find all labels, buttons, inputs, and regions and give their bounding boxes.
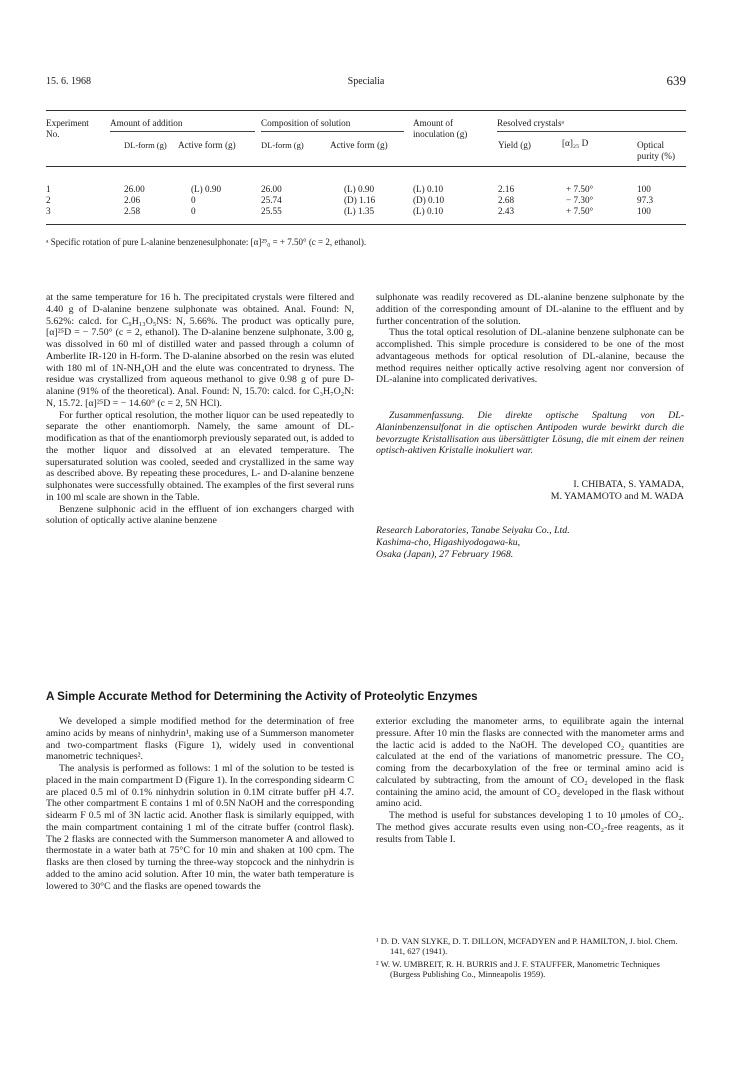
- article2-left-column: [46, 716, 354, 892]
- table-footnote: ᵃ Specific rotation of pure L-alanine benzenesulphonate: [α]²⁵₀ = + 7.50° (c = 2, ethanol).: [46, 237, 367, 247]
- table-cell: 3: [46, 206, 51, 216]
- table-cell: 2: [46, 195, 51, 205]
- table-cell: 2.43: [498, 206, 515, 216]
- table-cell: 26.00: [261, 184, 282, 194]
- header-underline: [497, 131, 686, 132]
- journal-page: [46, 0, 686, 1076]
- table-bottom-rule: [46, 224, 686, 225]
- address-line-2: Kashima-cho, Higashiyodogawa-ku,: [376, 536, 521, 548]
- th-inoculation-2: inoculation (g): [413, 129, 468, 139]
- issue-date: 15. 6. 1968: [46, 76, 91, 87]
- article1-left-column: [46, 292, 354, 527]
- paragraph: at the same temperature for 16 h. The precipitated crystals were filtered and 4.40 g of D-alanine benzene sulphonate was obtained. Anal. Found: N, 5.62%: calcd. for C₉H₁₃O₅NS: N, 5.66%. The product was optically pure, [α]²⁵D = − 7.50° (c = 2, ethanol). The D-alanine benzene sulphonate, 3.00 g, was dissolved in 60 ml of distilled water and passed through a column of Amberlite IR-120 in H-form. The D-alanine absorbed on the resin was eluted with 180 ml of 1N-NH₄OH and the elute was concentrated to dryness. The residue was crystallized from aqueous methanol to give 0.98 g of pure D-alanine (91% of the theoretical). Anal. Found: N, 15.70: calcd. for C₃H₇O₂N: N, 15.72. [α]²⁵D = − 14.60° (c = 2, 5N HCl).: [46, 292, 354, 409]
- author-block: [376, 479, 684, 503]
- table-cell: (L) 0.10: [413, 184, 444, 194]
- paragraph: exterior excluding the manometer arms, to equilibrate again the internal pressure. After 10 min the flasks are connected with the manometer arms and the lactic acid is added to the NaOH. The developed CO₂ quantities are calculated at the end of the variations of manometric pressure. The CO₂ coming from the decarboxylation of the free or terminal amino acid is calculated by subtracting, from the amount of CO₂ developed in the flask containing the amino acid, the amount of CO₂ developed in the flask without amino acid.: [376, 716, 684, 810]
- table-top-rule: [46, 110, 686, 111]
- table-cell: 25.74: [261, 195, 282, 205]
- article2-title: A Simple Accurate Method for Determining the Activity of Proteolytic Enzymes: [46, 690, 478, 703]
- authors-line-1: I. CHIBATA, S. YAMADA,: [573, 479, 684, 490]
- table-cell: (L) 0.90: [191, 184, 222, 194]
- paragraph: Benzene sulphonic acid in the effluent of ion exchangers charged with solution of optically active alanine benzene: [46, 503, 354, 527]
- table-cell: (D) 0.10: [413, 195, 445, 205]
- th-experiment: Experiment: [46, 118, 89, 128]
- table-cell: + 7.50°: [566, 206, 594, 216]
- th-optical-1: Optical: [637, 140, 665, 150]
- th-amount-of-addition: Amount of addition: [110, 118, 183, 128]
- table-cell: 0: [191, 206, 196, 216]
- table-cell: (L) 0.90: [344, 184, 375, 194]
- references: [376, 936, 684, 982]
- article1-right-column: [376, 292, 684, 560]
- table-cell: − 7.30°: [566, 195, 594, 205]
- paragraph: sulphonate was readily recovered as DL-alanine benzene sulphonate by the addition of the corresponding amount of DL-alanine to the effluent and by further concentration of the solution.: [376, 292, 684, 327]
- table-cell: 100: [637, 206, 651, 216]
- table-cell: (L) 1.35: [344, 206, 375, 216]
- address-line-1: Research Laboratories, Tanabe Seiyaku Co., Ltd.: [376, 525, 570, 536]
- table-cell: (L) 0.10: [413, 206, 444, 216]
- th-optical-2: purity (%): [637, 151, 676, 161]
- th-active-form: Active form (g): [178, 140, 236, 150]
- paragraph: The method is useful for substances developing 1 to 10 μmoles of CO₂. The method gives accurate results even using non-CO₂-free reagents, as it results from Table I.: [376, 810, 684, 845]
- th-specific-rotation: [α]₂₅ D: [562, 138, 589, 148]
- table-cell: 2.06: [124, 195, 141, 205]
- table-cell: 26.00: [124, 184, 145, 194]
- paragraph: We developed a simple modified method for the determination of free amino acids by means of ninhydrin¹, making use of a Summerson manometer and two-compartment flasks (Figure 1), widely used in conventional manometric techniques².: [46, 716, 354, 763]
- table-cell: (D) 1.16: [344, 195, 376, 205]
- running-head: [46, 73, 686, 92]
- affiliation-block: [376, 525, 684, 560]
- journal-section: Specialia: [347, 76, 385, 87]
- th-yield: Yield (g): [498, 140, 531, 150]
- table-cell: 2.16: [498, 184, 515, 194]
- table-cell: 100: [637, 184, 651, 194]
- table-cell: 0: [191, 195, 196, 205]
- paragraph: For further optical resolution, the mother liquor can be used repeatedly to separate the other enantiomorph. Namely, the same amount of DL-modification as that of the enantiomorph previously separated out, is added to the mother liquor and dissolved at an elevated temperature. The supersaturated solution was cooled, seeded and crystallized in the same way as described above. By repeating these procedures, L- and D-alanine benzene sulphonates were successfully obtained. The examples of the first several runs in 100 ml scale are shown in the Table.: [46, 409, 354, 503]
- table-cell: 2.68: [498, 195, 515, 205]
- paragraph: Thus the total optical resolution of DL-alanine benzene sulphonate can be accomplished. This simple procedure is considered to be one of the most advantageous methods for optical resolution of DL-alanine, because the method requires neither optically active resolving agent nor conversion of DL-alanine into complicated derivatives.: [376, 327, 684, 386]
- header-underline: [261, 131, 404, 132]
- reference-2: ² W. W. UMBREIT, R. H. BURRIS and J. F. STAUFFER, Manometric Techniques (Burgess Publishing Co., Minneapolis 1959).: [376, 958, 660, 980]
- resolution-table: [46, 110, 686, 234]
- table-cell: 97.3: [637, 195, 654, 205]
- th-resolved-crystals: Resolved crystalsᵃ: [497, 118, 565, 128]
- header-underline: [110, 131, 255, 132]
- table-cell: 25.55: [261, 206, 282, 216]
- th-composition: Composition of solution: [261, 118, 351, 128]
- authors-line-2: M. YAMAMOTO and M. WADA: [550, 491, 684, 502]
- page-number: 639: [666, 73, 686, 88]
- article2-right-column: [376, 716, 684, 845]
- paragraph: The analysis is performed as follows: 1 ml of the solution to be tested is placed in the main compartment D (Figure 1). In the corresponding sidearm C are placed 0.5 ml of 0.1% ninhydrin solution in 0.1M citrate buffer pH 4.7. The other compartment E contains 1 ml of 0.5N NaOH and the corresponding sidearm F 0.5 ml of 3N lactic acid. Another flask is similarly equipped, with the main compartment containing 1 ml of the citrate buffer (control flask). The 2 flasks are connected with the Summerson manometer A and allowed to thermostate in a water bath at 75°C for 10 min and shaken at 100 cpm. The flasks are then closed by turning the three-way stopcock and the ninhydrin is added to the amino acid solution. After 10 min, the water bath temperature is lowered to 30°C and the flasks are opened towards the: [46, 763, 354, 892]
- summary-zusammenfassung: Zusammenfassung. Die direkte optische Spaltung von DL-Alaninbenzensulfonat in die optischen Antipoden wurde bewirkt durch die bevorzugte Kristallisation aus übersättigter Lösung, die mit einem der reinen optisch-aktiven Kristalle inokuliert war.: [376, 410, 684, 457]
- th-inoculation-1: Amount of: [413, 118, 454, 128]
- table-cell: 1: [46, 184, 51, 194]
- th-experiment-no: No.: [46, 129, 60, 139]
- table-cell: 2.58: [124, 206, 141, 216]
- th-dl-form: DL-form (g): [124, 140, 167, 150]
- th-active-form-2: Active form (g): [330, 140, 388, 150]
- th-dl-form-2: DL-form (g): [261, 140, 304, 150]
- table-cell: + 7.50°: [566, 184, 594, 194]
- address-line-3: Osaka (Japan), 27 February 1968.: [376, 548, 514, 560]
- reference-1: ¹ D. D. VAN SLYKE, D. T. DILLON, MCFADYEN and P. HAMILTON, J. biol. Chem. 141, 627 (1941).: [376, 936, 678, 957]
- table-header-rule: [46, 166, 686, 167]
